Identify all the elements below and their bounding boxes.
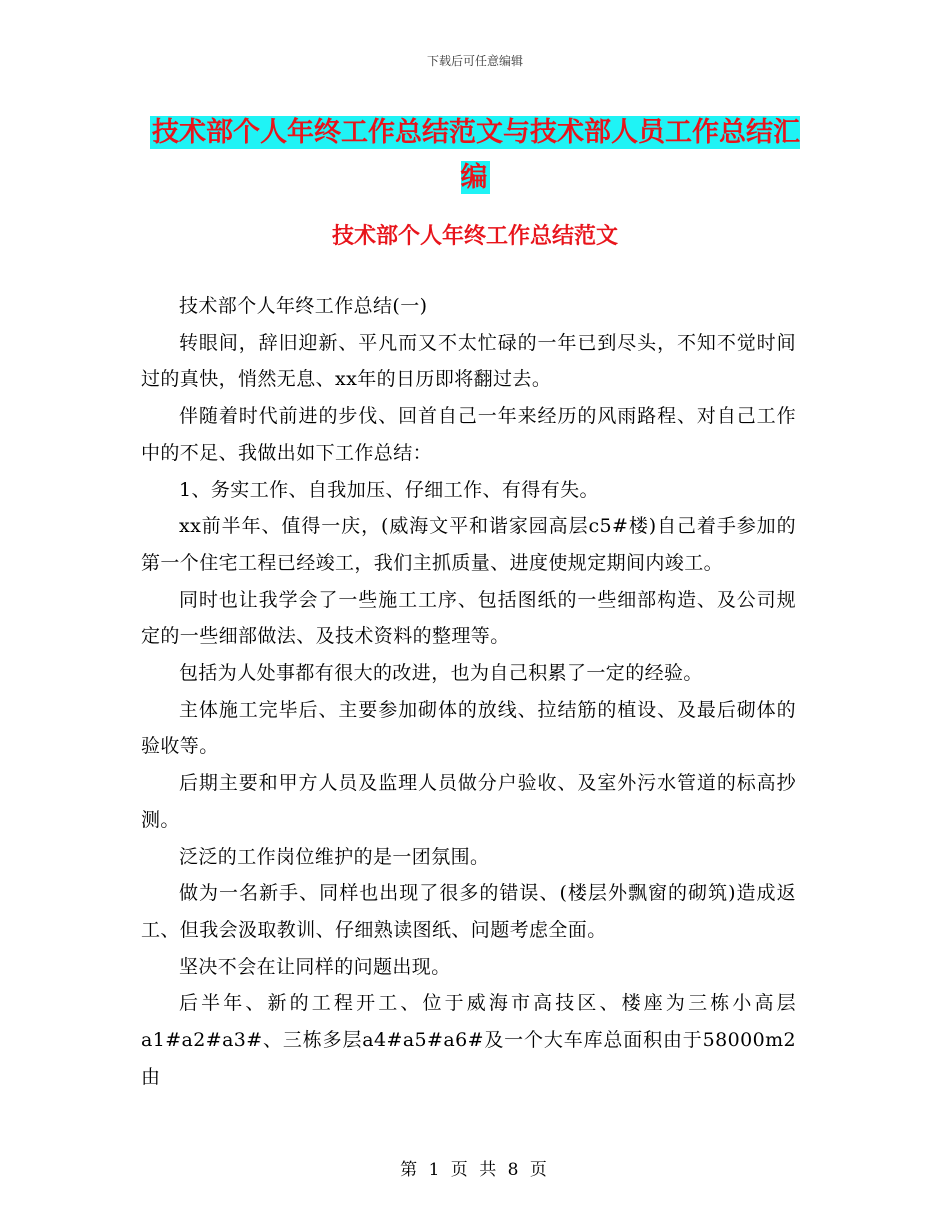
paragraph: 转眼间，辞旧迎新、平凡而又不太忙碌的一年已到尽头，不知不觉时间过的真快，悄然无息、xx年的日历即将翻过去。 <box>141 331 796 391</box>
paragraph: 后期主要和甲方人员及监理人员做分户验收、及室外污水管道的标高抄测。 <box>141 772 796 831</box>
paragraph: xx前半年、值得一庆，(威海文平和谐家园高层c5#楼)自己着手参加的第一个住宅工程已经竣工，我们主抓质量、进度使规定期间内竣工。 <box>141 515 796 574</box>
paragraph: 泛泛的工作岗位维护的是一团氛围。 <box>179 845 490 868</box>
paragraph: 技术部个人年终工作总结(一) <box>179 295 428 317</box>
paragraph: 包括为人处事都有很大的改进，也为自己积累了一定的经验。 <box>179 662 703 685</box>
paragraph: 伴随着时代前进的步伐、回首自己一年来经历的风雨路程、对自己工作中的不足、我做出如下工作总结： <box>141 405 796 464</box>
document-title-text: 技术部个人年终工作总结范文与技术部人员工作总结汇编 <box>152 117 800 193</box>
paragraph: 1、务实工作、自我加压、仔细工作、有得有失。 <box>179 478 599 501</box>
document-body <box>141 288 796 1095</box>
paragraph: 后半年、新的工程开工、位于威海市高技区、楼座为三栋小高层a1#a2#a3#、三栋多层a4#a5#a6#及一个大车库总面积由于58000m2由 <box>141 992 796 1088</box>
paragraph: 主体施工完毕后、主要参加砌体的放线、拉结筋的植设、及最后砌体的验收等。 <box>141 698 796 758</box>
paragraph: 做为一名新手、同样也出现了很多的错误、(楼层外飘窗的砌筑)造成返工、但我会汲取教训、仔细熟读图纸、问题考虑全面。 <box>141 882 796 941</box>
page-number: 第 1 页 共 8 页 <box>400 1160 550 1180</box>
paragraph: 坚决不会在让同样的问题出现。 <box>179 955 451 978</box>
page-header-note: 下载后可任意编辑 <box>426 54 523 68</box>
section-title: 技术部个人年终工作总结范文 <box>331 224 618 249</box>
document-title <box>140 110 810 200</box>
paragraph: 同时也让我学会了一些施工工序、包括图纸的一些细部构造、及公司规定的一些细部做法、及技术资料的整理等。 <box>141 588 796 648</box>
